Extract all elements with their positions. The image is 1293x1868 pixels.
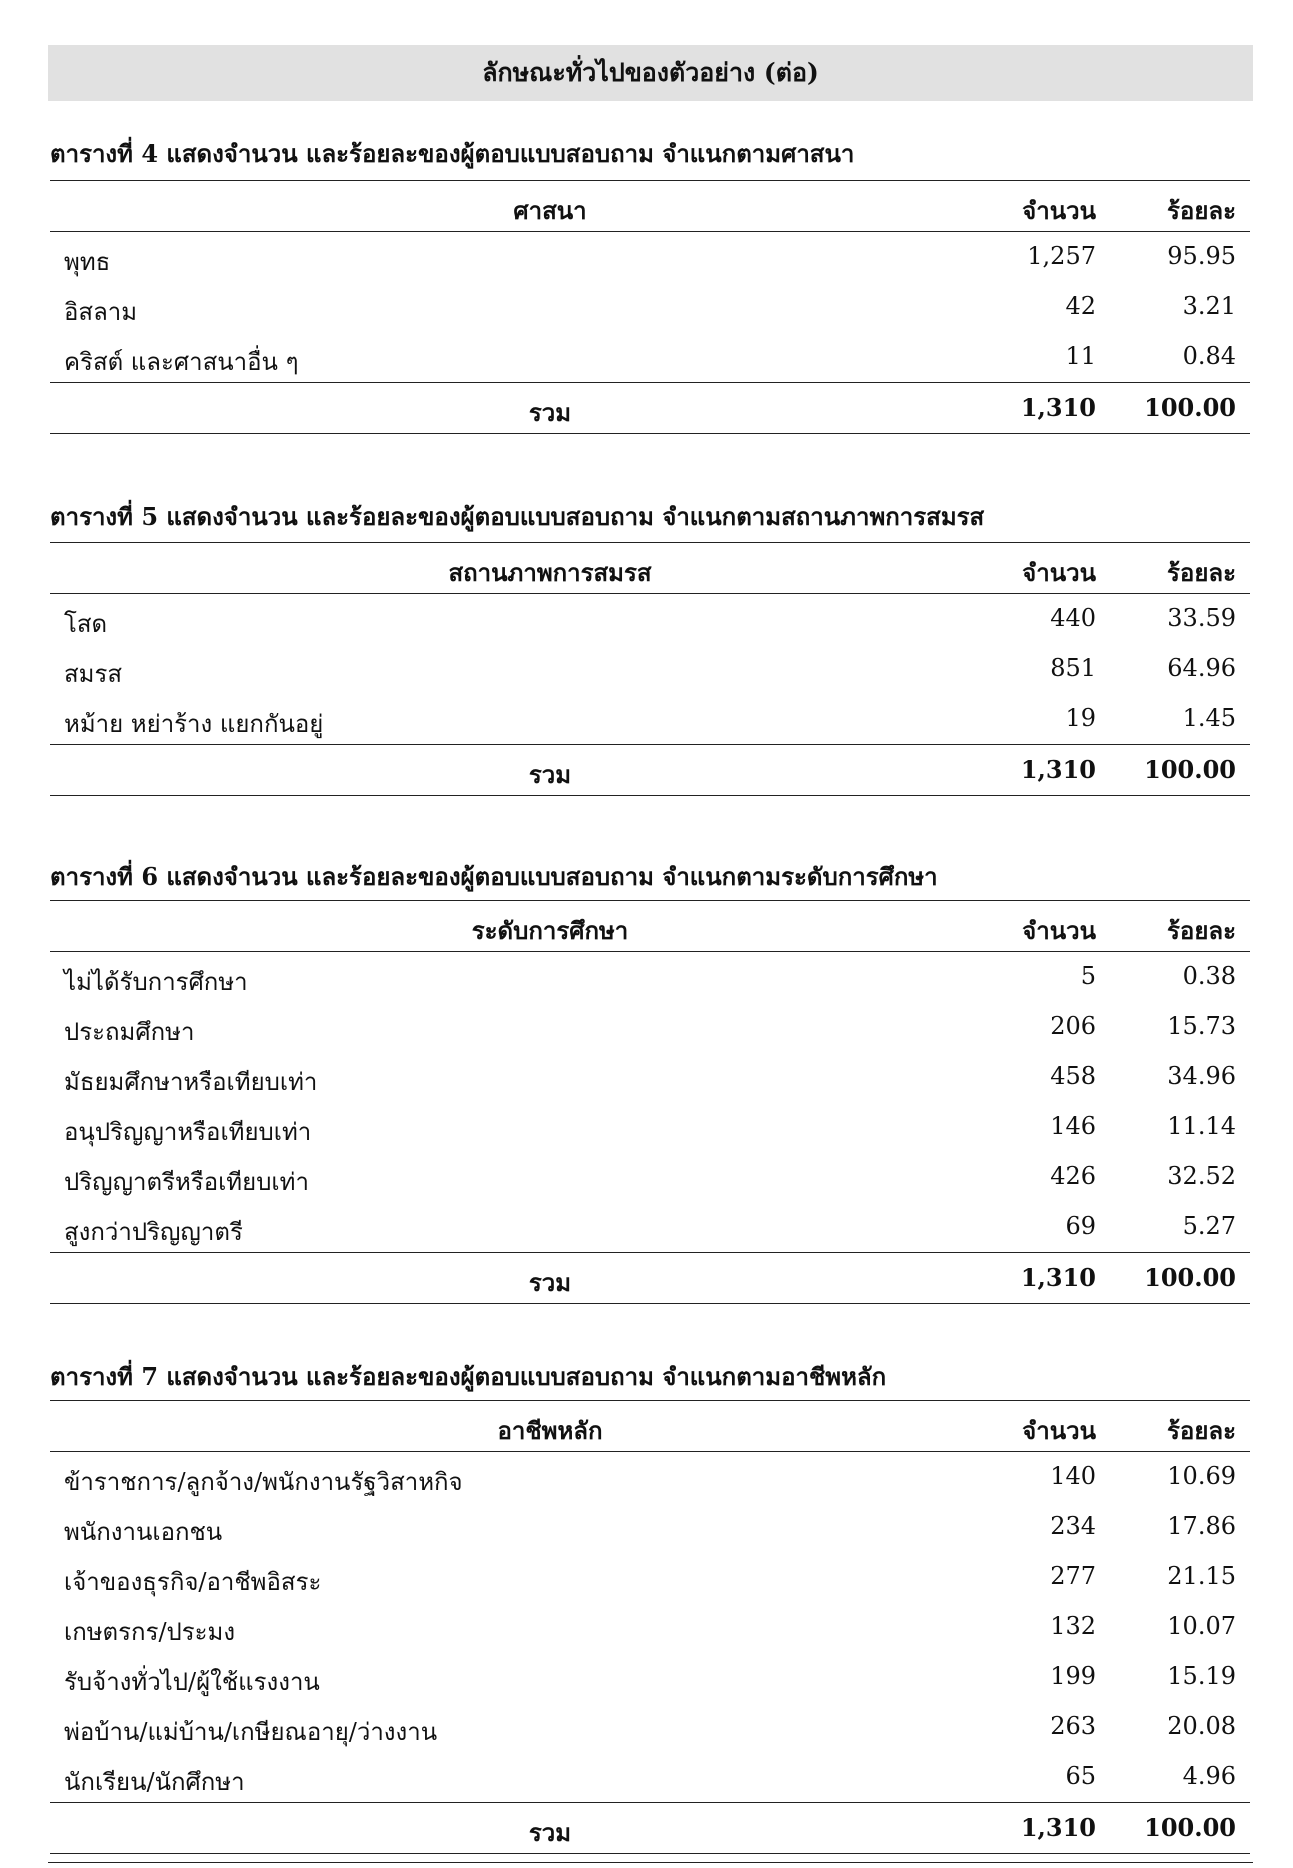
row-count: 1,257 [1027, 242, 1096, 270]
table-row [50, 232, 1250, 282]
total-count: 1,310 [1020, 755, 1096, 784]
total-percent: 100.00 [1144, 755, 1236, 784]
table-row [50, 1602, 1250, 1652]
table-row [50, 282, 1250, 332]
row-count: 458 [1050, 1062, 1096, 1090]
total-percent: 100.00 [1144, 393, 1236, 422]
table-4 [50, 180, 1250, 434]
page-header [48, 45, 1253, 101]
table-6-title: ตารางที่ 6 แสดงจำนวน และร้อยละของผู้ตอบแบบสอบถาม จำแนกตามระดับการศึกษา [50, 862, 938, 891]
row-label: นักเรียน/นักศึกษา [64, 1768, 245, 1796]
table-header-row [50, 1400, 1250, 1452]
table-row [50, 1052, 1250, 1102]
column-header-label: สถานภาพการสมรส [448, 558, 652, 587]
row-count: 426 [1050, 1162, 1096, 1190]
row-percent: 34.96 [1167, 1062, 1236, 1090]
table-header-row [50, 180, 1250, 232]
table-7 [50, 1400, 1250, 1854]
row-count: 11 [1065, 342, 1096, 370]
column-header-percent: ร้อยละ [1167, 1416, 1236, 1445]
row-percent: 64.96 [1167, 654, 1236, 682]
row-count: 234 [1050, 1512, 1096, 1540]
table-row [50, 1452, 1250, 1502]
table-total-row [50, 1802, 1250, 1854]
table-header-row [50, 900, 1250, 952]
row-label: พ่อบ้าน/แม่บ้าน/เกษียณอายุ/ว่างงาน [64, 1718, 438, 1746]
row-percent: 0.38 [1182, 962, 1236, 990]
column-header-percent: ร้อยละ [1167, 916, 1236, 945]
row-label: หม้าย หย่าร้าง แยกกันอยู่ [64, 710, 324, 738]
table-row [50, 1152, 1250, 1202]
row-count: 440 [1050, 604, 1096, 632]
column-header-count: จำนวน [1022, 916, 1096, 945]
row-percent: 11.14 [1167, 1112, 1236, 1140]
row-percent: 21.15 [1167, 1562, 1236, 1590]
table-7-title: ตารางที่ 7 แสดงจำนวน และร้อยละของผู้ตอบแบบสอบถาม จำแนกตามอาชีพหลัก [50, 1362, 887, 1391]
row-percent: 15.19 [1167, 1662, 1236, 1690]
row-count: 132 [1050, 1612, 1096, 1640]
total-label: รวม [528, 398, 572, 427]
row-count: 851 [1050, 654, 1096, 682]
row-label: โสด [64, 610, 108, 638]
row-count: 42 [1065, 292, 1096, 320]
table-row [50, 952, 1250, 1002]
total-count: 1,310 [1020, 1813, 1096, 1842]
table-row [50, 594, 1250, 644]
row-count: 140 [1050, 1462, 1096, 1490]
row-label: พนักงานเอกชน [64, 1518, 223, 1546]
column-header-label: อาชีพหลัก [497, 1416, 603, 1445]
row-label: ไม่ได้รับการศึกษา [64, 968, 248, 996]
table-total-row [50, 382, 1250, 434]
row-label: สมรส [64, 660, 123, 688]
row-label: ปริญญาตรีหรือเทียบเท่า [64, 1168, 309, 1196]
row-count: 277 [1050, 1562, 1096, 1590]
table-row [50, 694, 1250, 744]
row-count: 65 [1065, 1762, 1096, 1790]
row-percent: 5.27 [1182, 1212, 1236, 1240]
row-count: 5 [1080, 962, 1096, 990]
column-header-count: จำนวน [1022, 558, 1096, 587]
table-4-title: ตารางที่ 4 แสดงจำนวน และร้อยละของผู้ตอบแบบสอบถาม จำแนกตามศาสนา [50, 139, 855, 168]
table-total-row [50, 744, 1250, 796]
row-label: เกษตรกร/ประมง [64, 1618, 236, 1646]
row-percent: 15.73 [1167, 1012, 1236, 1040]
page-header-title: ลักษณะทั่วไปของตัวอย่าง (ต่อ) [482, 58, 819, 87]
total-percent: 100.00 [1144, 1813, 1236, 1842]
bottom-rule [48, 1862, 1253, 1863]
table-row [50, 1702, 1250, 1752]
table-row [50, 1652, 1250, 1702]
total-count: 1,310 [1020, 1263, 1096, 1292]
row-label: มัธยมศึกษาหรือเทียบเท่า [64, 1068, 318, 1096]
row-percent: 32.52 [1167, 1162, 1236, 1190]
column-header-label: ศาสนา [513, 196, 587, 225]
column-header-percent: ร้อยละ [1167, 196, 1236, 225]
total-label: รวม [528, 760, 572, 789]
total-count: 1,310 [1020, 393, 1096, 422]
row-count: 206 [1050, 1012, 1096, 1040]
row-label: พุทธ [64, 248, 111, 276]
table-6 [50, 900, 1250, 1304]
row-percent: 33.59 [1167, 604, 1236, 632]
row-label: ข้าราชการ/ลูกจ้าง/พนักงานรัฐวิสาหกิจ [64, 1468, 463, 1496]
row-label: อิสลาม [64, 298, 138, 326]
table-row [50, 1102, 1250, 1152]
table-row [50, 1752, 1250, 1802]
table-row [50, 1002, 1250, 1052]
row-percent: 95.95 [1167, 242, 1236, 270]
total-label: รวม [528, 1818, 572, 1847]
row-label: สูงกว่าปริญญาตรี [64, 1218, 243, 1246]
table-row [50, 332, 1250, 382]
table-row [50, 644, 1250, 694]
row-label: รับจ้างทั่วไป/ผู้ใช้แรงงาน [64, 1668, 320, 1696]
column-header-count: จำนวน [1022, 1416, 1096, 1445]
row-percent: 3.21 [1182, 292, 1236, 320]
row-percent: 4.96 [1182, 1762, 1236, 1790]
row-label: เจ้าของธุรกิจ/อาชีพอิสระ [64, 1568, 322, 1596]
table-5-title: ตารางที่ 5 แสดงจำนวน และร้อยละของผู้ตอบแบบสอบถาม จำแนกตามสถานภาพการสมรส [50, 502, 985, 531]
row-label: ประถมศึกษา [64, 1018, 195, 1046]
row-count: 19 [1065, 704, 1096, 732]
table-total-row [50, 1252, 1250, 1304]
table-5 [50, 542, 1250, 796]
row-percent: 17.86 [1167, 1512, 1236, 1540]
column-header-percent: ร้อยละ [1167, 558, 1236, 587]
total-label: รวม [528, 1268, 572, 1297]
row-count: 263 [1050, 1712, 1096, 1740]
row-percent: 20.08 [1167, 1712, 1236, 1740]
row-count: 146 [1050, 1112, 1096, 1140]
row-percent: 0.84 [1182, 342, 1236, 370]
table-header-row [50, 542, 1250, 594]
table-row [50, 1202, 1250, 1252]
row-label: คริสต์ และศาสนาอื่น ๆ [64, 348, 299, 376]
row-label: อนุปริญญาหรือเทียบเท่า [64, 1118, 312, 1146]
column-header-count: จำนวน [1022, 196, 1096, 225]
total-percent: 100.00 [1144, 1263, 1236, 1292]
table-row [50, 1502, 1250, 1552]
row-percent: 10.69 [1167, 1462, 1236, 1490]
row-count: 199 [1050, 1662, 1096, 1690]
row-count: 69 [1065, 1212, 1096, 1240]
row-percent: 10.07 [1167, 1612, 1236, 1640]
column-header-label: ระดับการศึกษา [471, 916, 629, 945]
row-percent: 1.45 [1182, 704, 1236, 732]
table-row [50, 1552, 1250, 1602]
